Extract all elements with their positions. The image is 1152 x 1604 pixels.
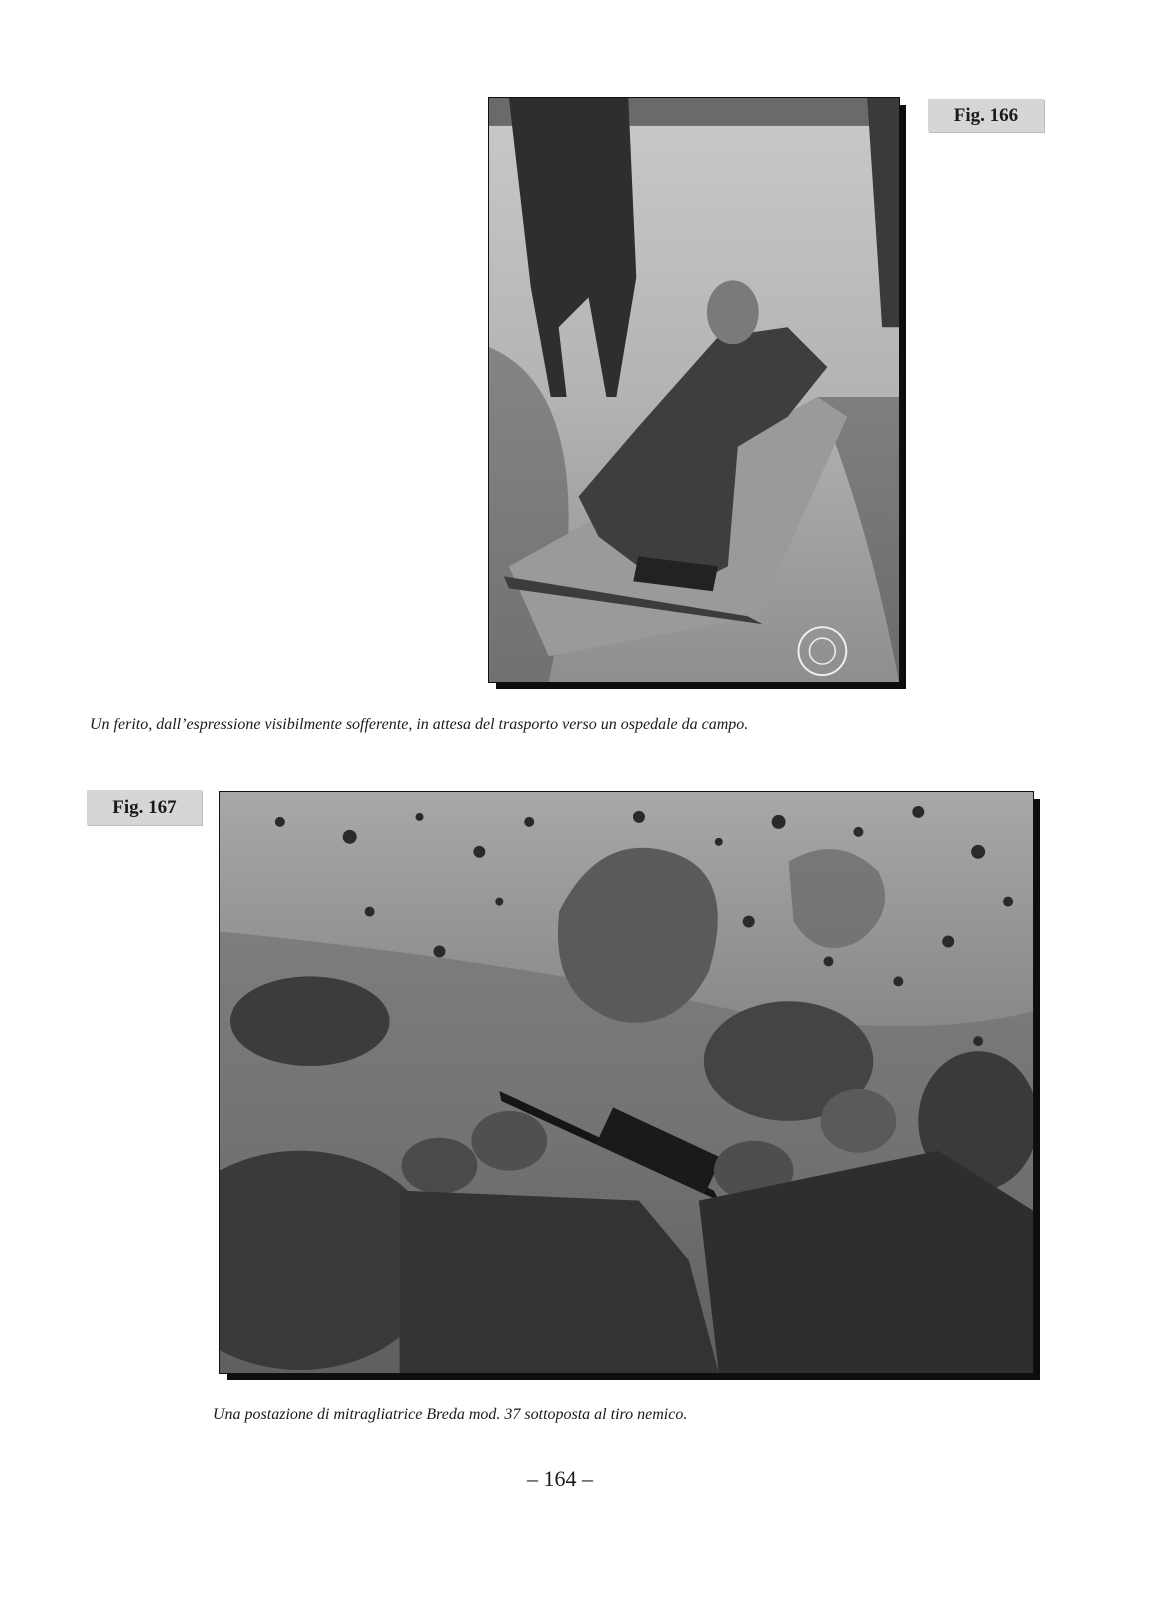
machine-gun-position-image — [219, 791, 1034, 1374]
figure-166-caption: Un ferito, dall’espressione visibilmente sofferente, in attesa del trasporto verso un ospedale da campo. — [90, 716, 749, 733]
figure-167-photo — [219, 791, 1040, 1380]
figure-166-photo — [488, 97, 906, 689]
wounded-soldier-on-stretcher-image — [488, 97, 900, 683]
figure-167-label: Fig. 167 — [87, 790, 202, 825]
page-number: – 164 – — [527, 1466, 593, 1491]
figure-167-caption: Una postazione di mitragliatrice Breda mod. 37 sottoposta al tiro nemico. — [213, 1406, 688, 1423]
figure-166-label: Fig. 166 — [928, 99, 1044, 132]
